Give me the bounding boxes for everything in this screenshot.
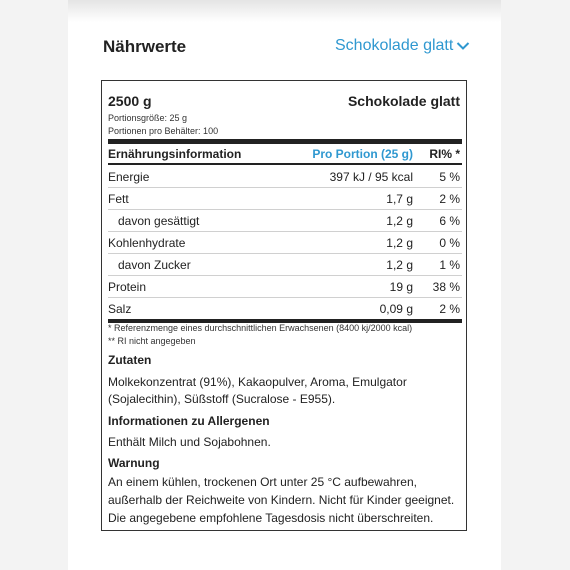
row-separator <box>108 297 462 298</box>
row-value: 1,2 g <box>386 258 413 272</box>
left-margin <box>0 0 68 570</box>
warning-text-line1: An einem kühlen, trockenen Ort unter 25 °C aufbewahren, <box>108 475 417 489</box>
footnote-reference: * Referenzmenge eines durchschnittlichen Erwachsenen (8400 kj/2000 kcal) <box>108 323 413 333</box>
right-margin <box>501 0 570 570</box>
col-header-portion: Pro Portion (25 g) <box>312 147 413 161</box>
servings-per-container: Portionen pro Behälter: 100 <box>108 126 219 136</box>
row-separator <box>108 187 462 188</box>
flavor-dropdown[interactable] <box>335 37 470 55</box>
row-ri: 5 % <box>439 170 460 184</box>
panel-flavor: Schokolade glatt <box>347 93 460 109</box>
footnote-ri: ** RI nicht angegeben <box>108 336 196 346</box>
row-label: Energie <box>108 170 150 184</box>
row-value: 0,09 g <box>379 302 413 316</box>
top-shadow <box>68 0 501 22</box>
warning-text-line3: Die angegebene empfohlene Tagesdosis nicht überschreiten. <box>108 511 434 525</box>
row-ri: 6 % <box>439 214 460 228</box>
warning-text-line2: außerhalb der Reichweite von Kindern. Nicht für Kinder geeignet. <box>108 493 455 507</box>
row-separator <box>108 275 462 276</box>
chevron-down-icon <box>456 41 470 51</box>
page-title: Nährwerte <box>103 37 187 56</box>
row-separator <box>108 209 462 210</box>
warning-heading: Warnung <box>108 456 160 470</box>
row-label: Fett <box>108 192 129 206</box>
flavor-dropdown-label: Schokolade glatt <box>335 37 454 54</box>
row-ri: 2 % <box>439 192 460 206</box>
row-value: 1,7 g <box>386 192 413 206</box>
ingredients-heading: Zutaten <box>108 353 152 367</box>
thick-divider-top <box>108 139 462 144</box>
row-label-sub: davon Zucker <box>118 258 191 272</box>
row-label: Kohlenhydrate <box>108 236 186 250</box>
header-divider <box>108 163 462 165</box>
row-value: 1,2 g <box>386 236 413 250</box>
col-header-ri: RI% * <box>429 147 460 161</box>
ingredients-text-line2: (Sojalecithin), Süßstoff (Sucralose - E955). <box>108 392 336 406</box>
ingredients-text-line1: Molkekonzentrat (91%), Kakaopulver, Aroma, Emulgator <box>108 375 407 389</box>
row-value: 19 g <box>389 280 413 294</box>
allergens-heading: Informationen zu Allergenen <box>108 414 270 428</box>
serving-size: Portionsgröße: 25 g <box>108 113 188 123</box>
row-ri: 1 % <box>439 258 460 272</box>
row-separator <box>108 253 462 254</box>
row-label-sub: davon gesättigt <box>118 214 200 228</box>
row-ri: 0 % <box>439 236 460 250</box>
row-value: 397 kJ / 95 kcal <box>329 170 413 184</box>
row-label: Salz <box>108 302 132 316</box>
nutrition-panel <box>101 80 467 531</box>
row-ri: 2 % <box>439 302 460 316</box>
row-ri: 38 % <box>432 280 460 294</box>
package-size: 2500 g <box>108 93 152 109</box>
col-header-info: Ernährungsinformation <box>108 147 242 161</box>
row-separator <box>108 231 462 232</box>
row-label: Protein <box>108 280 147 294</box>
row-value: 1,2 g <box>386 214 413 228</box>
allergens-text: Enthält Milch und Sojabohnen. <box>108 435 271 449</box>
